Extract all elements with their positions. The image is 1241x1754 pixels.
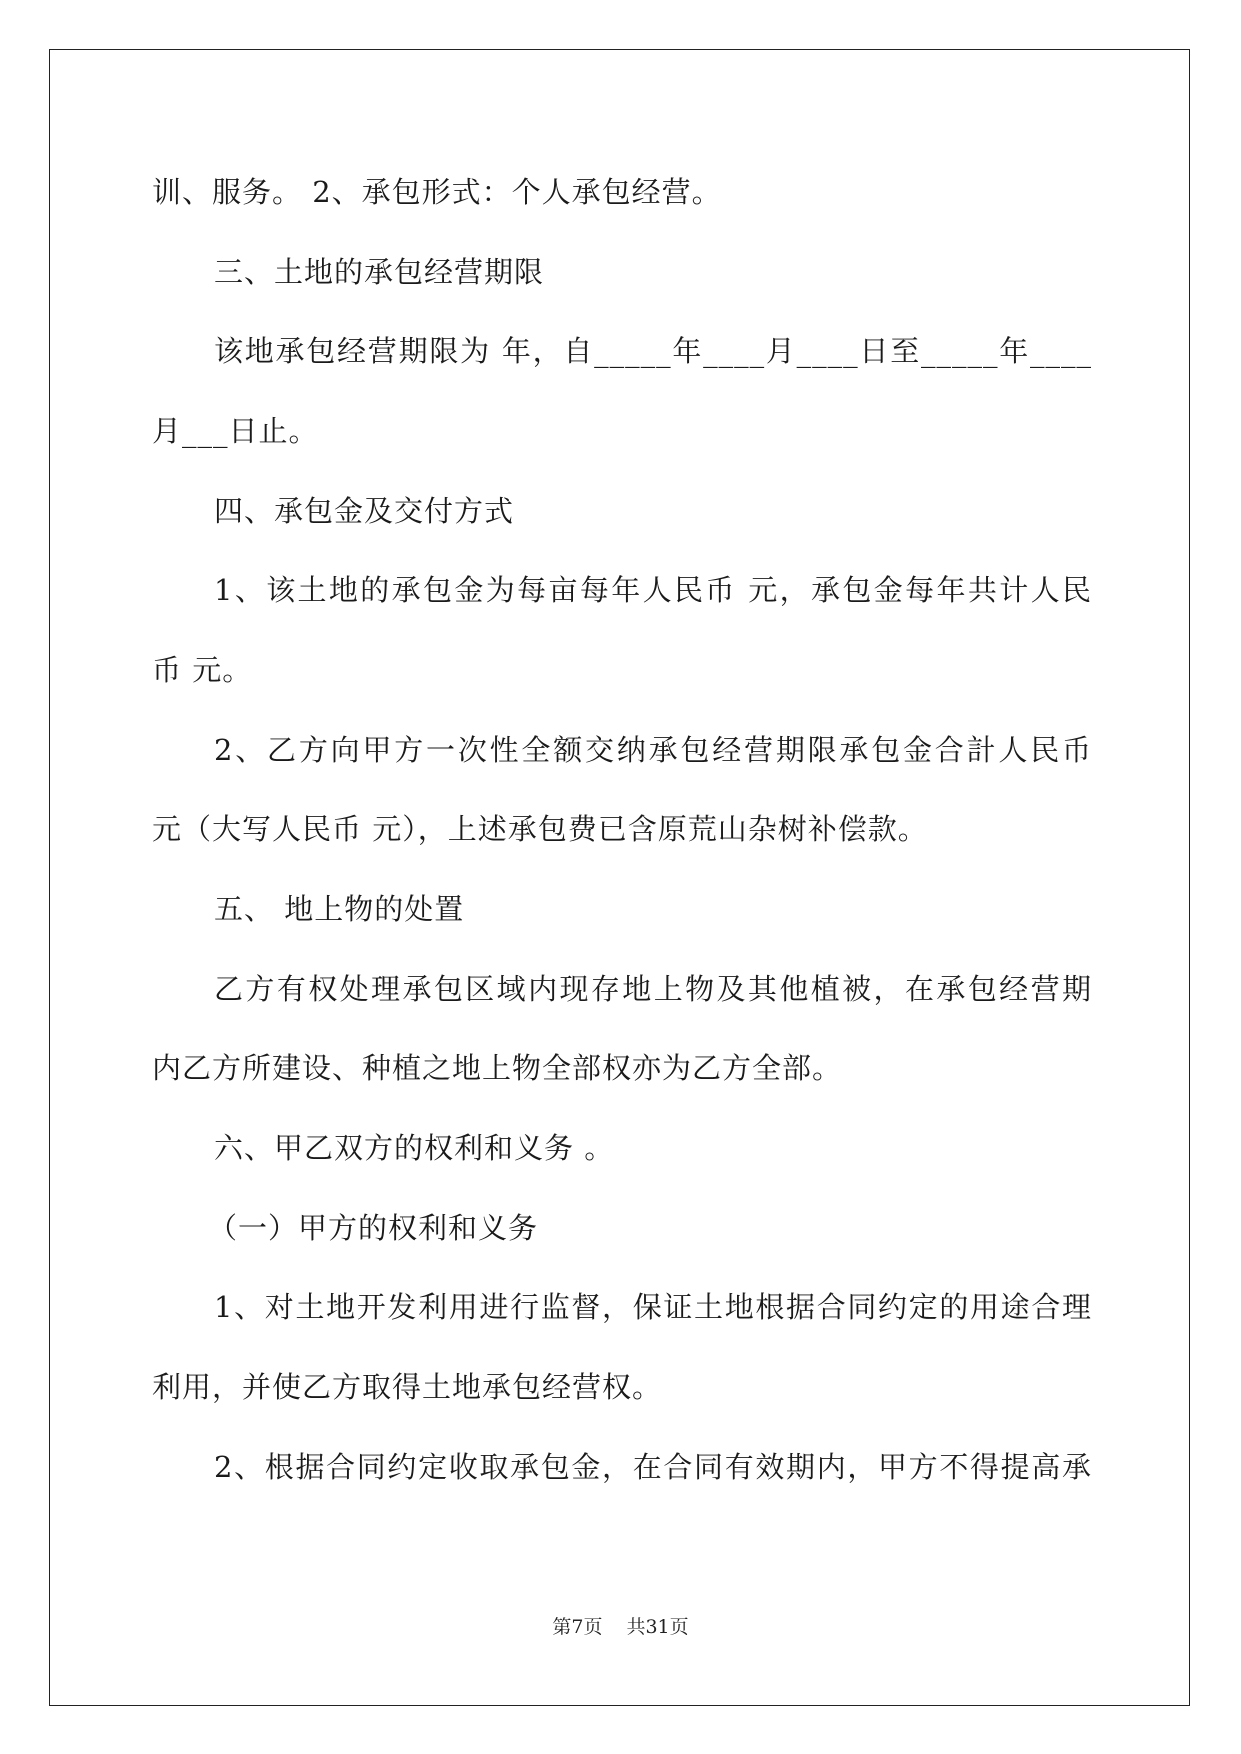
text-line: 2、乙方向甲方一次性全额交纳承包经营期限承包金合計人民币 xyxy=(214,733,1092,767)
text-line: 2、根据合同约定收取承包金，在合同有效期内，甲方不得提高承 xyxy=(214,1450,1092,1484)
text-line: 训、服务。 2、承包形式：个人承包经营。 xyxy=(152,175,722,209)
page-number: 第7页 xyxy=(552,1616,603,1638)
text-line: 币 元。 xyxy=(152,653,253,687)
section-heading: 五、 地上物的处置 xyxy=(214,892,465,926)
text-line: 利用，并使乙方取得土地承包经营权。 xyxy=(152,1370,663,1404)
text-line: 月___日止。 xyxy=(152,414,319,448)
text-line: 1、对土地开发利用进行监督，保证土地根据合同约定的用途合理 xyxy=(214,1290,1092,1324)
subsection-heading: （一）甲方的权利和义务 xyxy=(208,1211,539,1245)
section-heading: 六、甲乙双方的权利和义务 。 xyxy=(214,1131,615,1165)
text-line: 1、该土地的承包金为每亩每年人民币 元，承包金每年共计人民 xyxy=(214,573,1092,607)
page-footer xyxy=(0,1615,1241,1639)
text-line: 该地承包经营期限为 年，自_____年____月____日至_____年____ xyxy=(214,334,1092,368)
text-line: 内乙方所建设、种植之地上物全部权亦为乙方全部。 xyxy=(152,1051,843,1085)
text-line: 元（大写人民币 元），上述承包费已含原荒山杂树补偿款。 xyxy=(152,812,928,846)
text-line: 乙方有权处理承包区域内现存地上物及其他植被，在承包经营期 xyxy=(214,972,1092,1006)
page-total: 共31页 xyxy=(626,1616,689,1638)
section-heading: 四、承包金及交付方式 xyxy=(214,494,515,528)
section-heading: 三、土地的承包经营期限 xyxy=(214,255,545,289)
